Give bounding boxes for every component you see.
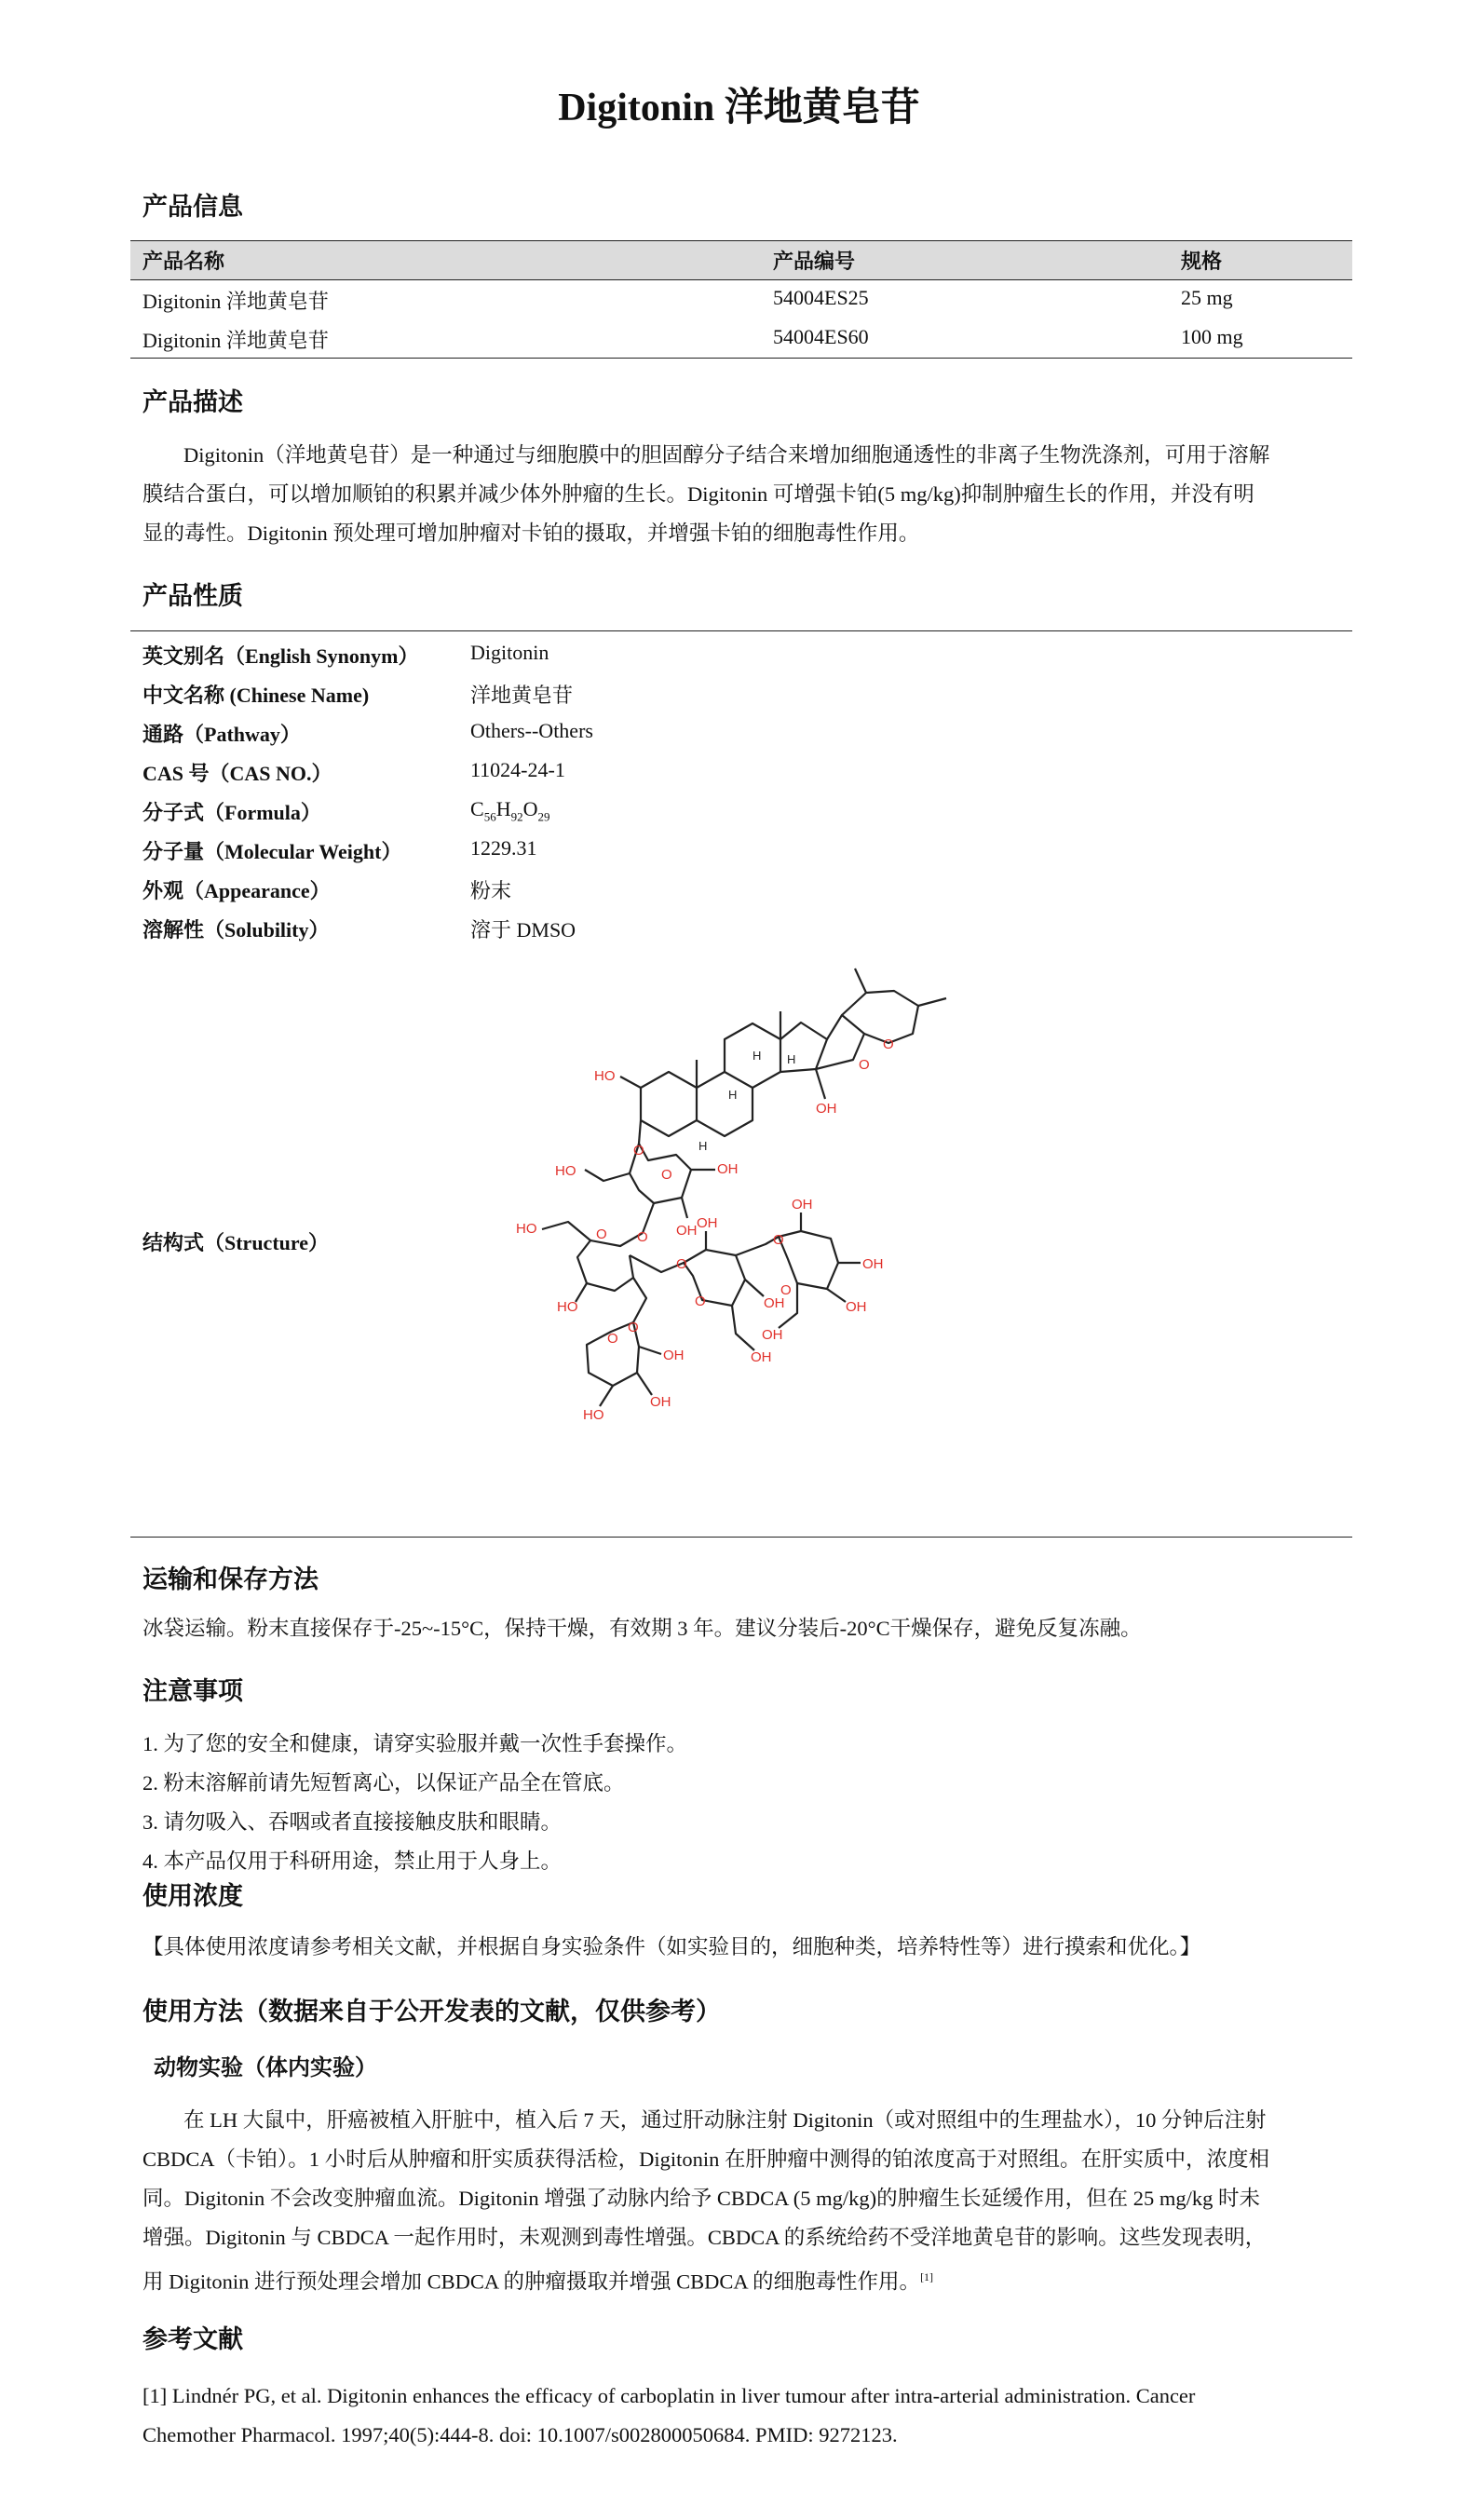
table-row-1-name: Digitonin 洋地黄皂苷 [142, 290, 329, 313]
description-line-3: 显的毒性。Digitonin 预处理可增加肿瘤对卡铂的摄取，并增强卡铂的细胞毒性作用。 [142, 522, 920, 545]
formula-o-count: 29 [537, 809, 550, 824]
atom-oh-glc3-b: OH [862, 1256, 884, 1272]
section-heading-references: 参考文献 [142, 2325, 243, 2353]
atom-o-ring-gal: O [596, 1226, 607, 1242]
prop-label-formula: 分子式（Formula） [142, 801, 321, 824]
atom-oh-xyl-a: OH [663, 1348, 685, 1363]
table-header-name: 产品名称 [142, 250, 225, 273]
prop-label-solubility: 溶解性（Solubility） [142, 918, 330, 942]
usage-method-line-5: 用 Digitonin 进行预处理会增加 CBDCA 的肿瘤摄取并增强 CBDCA 的细胞毒性作用。 [142, 2269, 921, 2294]
structure-bonds [542, 969, 946, 1406]
atom-o-link1: O [633, 1143, 644, 1158]
shipping-text: 冰袋运输。粉末直接保存于-25~-15°C，保持干燥，有效期 3 年。建议分装后-20°C干燥保存，避免反复冻融。 [142, 1617, 1142, 1640]
section-heading-usage-method: 使用方法（数据来自于公开发表的文献，仅供参考） [142, 1998, 721, 2025]
atom-h-1: H [753, 1049, 762, 1063]
atom-o-link3: O [628, 1320, 639, 1335]
atom-oh-ringD: OH [816, 1101, 837, 1117]
table-row-2-name: Digitonin 洋地黄皂苷 [142, 329, 329, 352]
description-paragraph [142, 436, 1353, 553]
formula-h: H [495, 797, 511, 820]
formula-c: C [470, 797, 484, 820]
table-header-rule [130, 279, 1352, 280]
atom-o-ring-glc2: O [695, 1294, 706, 1309]
atom-ho-gal-b: HO [557, 1299, 578, 1315]
note-item-3: 3. 请勿吸入、吞咽或者直接接触皮肤和眼睛。 [142, 1810, 563, 1834]
prop-value-pathway: Others--Others [470, 719, 593, 742]
product-table-header [130, 240, 1352, 279]
section-heading-shipping: 运输和保存方法 [142, 1565, 319, 1593]
prop-value-synonym: Digitonin [470, 641, 549, 664]
usage-method-line-5-wrap [142, 2257, 1353, 2302]
usage-method-line-4: 增强。Digitonin 与 CBDCA 一起作用时，未观测到毒性增强。CBDCA 的系统给药不受洋地黄皂苷的影响。这些发现表明， [142, 2226, 1267, 2249]
formula-h-count: 92 [510, 809, 523, 824]
atom-oh-glc3-d: OH [762, 1327, 783, 1343]
formula-c-count: 56 [483, 809, 496, 824]
usage-method-paragraph [142, 2101, 1353, 2302]
structure-atom-labels [516, 1036, 894, 1423]
table-row-2-spec: 100 mg [1181, 325, 1243, 348]
section-heading-properties: 产品性质 [142, 582, 243, 610]
atom-o-link2: O [637, 1229, 648, 1245]
prop-label-chinese-name: 中文名称 (Chinese Name) [142, 684, 370, 707]
page-title: Digitonin 洋地黄皂苷 [558, 87, 920, 129]
atom-oh-glc2-b: OH [764, 1295, 785, 1311]
table-header-code: 产品编号 [773, 250, 856, 273]
atom-h-3: H [728, 1088, 738, 1102]
usage-method-line-2: CBDCA（卡铂）。1 小时后从肿瘤和肝实质获得活检，Digitonin 在肝肿瘤中测得的铂浓度高于对照组。在肝实质中，浓度相 [142, 2147, 1270, 2171]
atom-ho-glc1: HO [555, 1163, 576, 1179]
atom-h-4: H [698, 1139, 708, 1153]
description-line-1: Digitonin（洋地黄皂苷）是一种通过与细胞膜中的胆固醇分子结合来增加细胞通透性的非离子生物洗涤剂，可用于溶解 [183, 443, 1270, 467]
atom-oh-glc1-b: OH [676, 1223, 698, 1239]
prop-value-chinese-name: 洋地黄皂苷 [470, 684, 574, 707]
note-item-4: 4. 本产品仅用于科研用途，禁止用于人身上。 [142, 1849, 563, 1873]
note-item-1: 1. 为了您的安全和健康，请穿实验服并戴一次性手套操作。 [142, 1732, 688, 1755]
reference-1-line-1: [1] Lindnér PG, et al. Digitonin enhances the efficacy of carboplatin in liver tumour after intra-arterial administration. Cancer [142, 2384, 1196, 2407]
table-row-1-spec: 25 mg [1181, 286, 1233, 309]
atom-h-2: H [787, 1052, 796, 1066]
table-top-rule [130, 240, 1352, 241]
description-line-2: 膜结合蛋白，可以增加顺铂的积累并减少体外肿瘤的生长。Digitonin 可增强卡铂(5 mg/kg)抑制肿瘤生长的作用，并没有明 [142, 482, 1254, 506]
usage-method-subheading: 动物实验（体内实验） [154, 2056, 377, 2080]
atom-ho-ringA: HO [594, 1068, 616, 1084]
prop-label-appearance: 外观（Appearance） [142, 879, 331, 902]
atom-oh-glc2-a: OH [697, 1215, 718, 1231]
atom-o-ring-glc1: O [661, 1167, 672, 1183]
atom-o-pyran: O [883, 1036, 894, 1052]
table-header-spec: 规格 [1181, 250, 1223, 273]
properties-top-rule [130, 630, 1352, 631]
atom-oh-glc1-a: OH [717, 1161, 739, 1177]
usage-concentration-text: 【具体使用浓度请参考相关文献，并根据自身实验条件（如实验目的，细胞种类，培养特性等）进行摸索和优化。】 [142, 1935, 1201, 1958]
atom-o-furan: O [859, 1057, 870, 1073]
table-bottom-rule [130, 358, 1352, 359]
formula-o: O [522, 797, 538, 820]
prop-value-cas: 11024-24-1 [470, 758, 565, 781]
note-item-2: 2. 粉末溶解前请先短暂离心，以保证产品全在管底。 [142, 1771, 625, 1795]
atom-o-link5: O [773, 1232, 784, 1248]
atom-o-link4: O [676, 1256, 687, 1272]
prop-label-pathway: 通路（Pathway） [142, 723, 301, 746]
section-heading-usage-concentration: 使用浓度 [142, 1882, 243, 1910]
reference-list [142, 2377, 1353, 2455]
usage-method-citation: [1] [920, 2270, 934, 2283]
prop-value-appearance: 粉末 [470, 879, 512, 902]
notes-list [142, 1725, 1353, 1881]
section-heading-notes: 注意事项 [142, 1677, 243, 1705]
atom-oh-glc3-a: OH [792, 1197, 813, 1213]
atom-ho-xyl: HO [583, 1407, 604, 1423]
prop-label-mw: 分子量（Molecular Weight） [142, 840, 402, 863]
prop-label-cas: CAS 号（CAS NO.） [142, 762, 332, 785]
section-heading-description: 产品描述 [142, 388, 243, 416]
table-row-2-code: 54004ES60 [773, 325, 869, 348]
reference-1-line-2: Chemother Pharmacol. 1997;40(5):444-8. doi: 10.1007/s002800050684. PMID: 9272123. [142, 2423, 898, 2446]
atom-o-ring-glc3: O [780, 1282, 792, 1298]
usage-method-line-1: 在 LH 大鼠中，肝癌被植入肝脏中，植入后 7 天，通过肝动脉注射 Digitonin（或对照组中的生理盐水），10 分钟后注射 [183, 2108, 1267, 2132]
table-row-1-code: 54004ES25 [773, 286, 869, 309]
atom-oh-glc2-c: OH [751, 1349, 772, 1365]
section-heading-product-info: 产品信息 [142, 193, 243, 221]
prop-label-structure: 结构式（Structure） [142, 1231, 330, 1254]
prop-value-solubility: 溶于 DMSO [470, 918, 576, 942]
atom-ho-gal: HO [516, 1221, 537, 1237]
atom-oh-xyl-b: OH [650, 1394, 671, 1410]
digitonin-structure-image [466, 959, 987, 1518]
usage-method-line-3: 同。Digitonin 不会改变肿瘤血流。Digitonin 增强了动脉内给予 CBDCA (5 mg/kg)的肿瘤生长延缓作用，但在 25 mg/kg 时未 [142, 2187, 1261, 2210]
atom-oh-glc3-c: OH [846, 1299, 867, 1315]
prop-value-formula [470, 797, 549, 824]
atom-o-ring-xyl: O [607, 1331, 618, 1347]
prop-label-synonym: 英文别名（English Synonym） [142, 644, 419, 668]
properties-bottom-rule [130, 1537, 1352, 1538]
prop-value-mw: 1229.31 [470, 836, 537, 860]
